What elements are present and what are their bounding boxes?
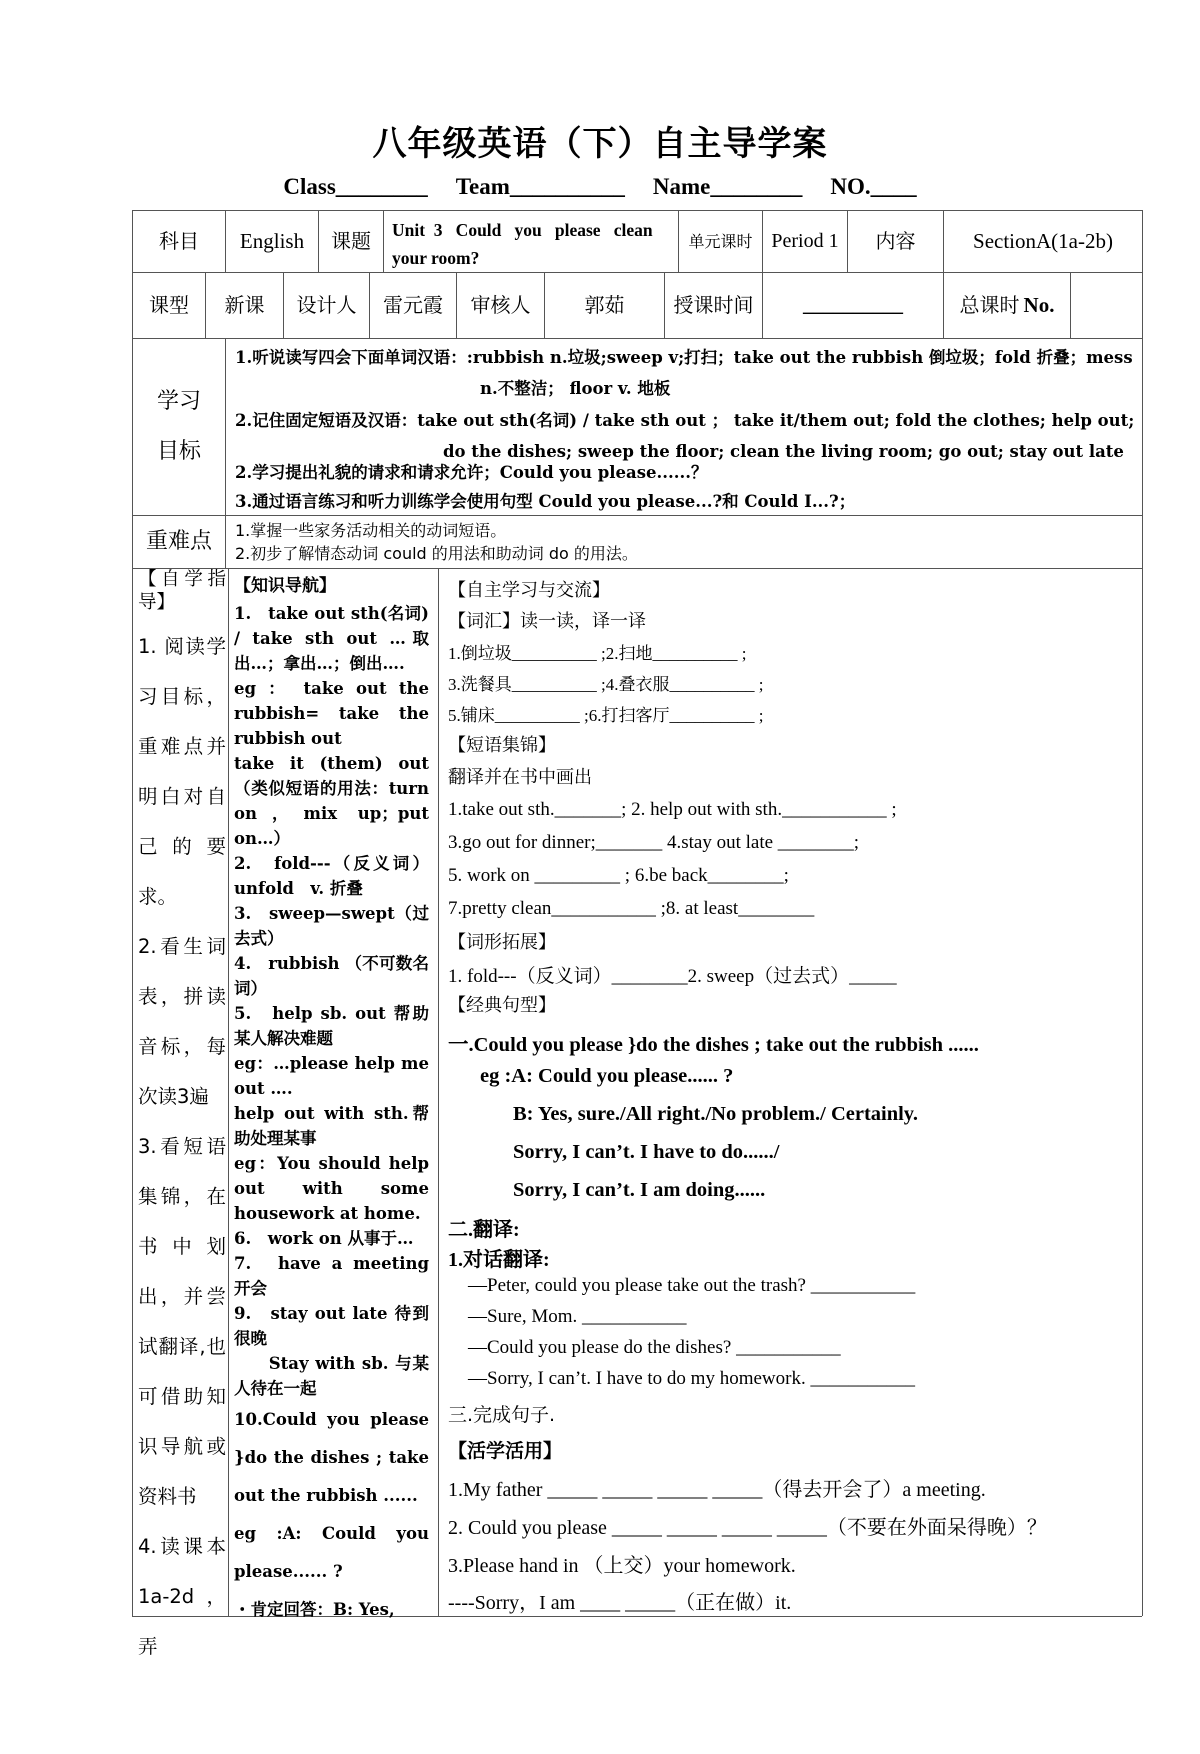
nav-item: eg ： take out the rubbish= take the rubbish out [234, 679, 429, 748]
nav-item: 5. help sb. out 帮助某人解决难题 [234, 1004, 429, 1048]
type-value: 新课 [224, 293, 265, 317]
designer-value: 雷元霞 [383, 293, 443, 317]
dialog-heading: 1.对话翻译: [448, 1249, 550, 1271]
nav-item: eg：…please help me out …. [234, 1054, 429, 1098]
total-hours-label: 总课时 [959, 293, 1020, 317]
nav-item: take it (them) out（类似短语的用法：turn on，mix up；put on…） [234, 754, 429, 848]
nav-item: eg :A: Could you please...... ? [234, 1524, 429, 1581]
phrases-subheading: 翻译并在书中画出 [448, 767, 592, 788]
vocab-heading: 【词汇】读一读，译一译 [448, 611, 646, 632]
nav-item: 9. stay out late 待到很晚 [234, 1304, 429, 1348]
topic-label: 课题 [331, 229, 371, 253]
info-line [0, 174, 1200, 200]
guide-heading: 【自学指导】 [138, 569, 226, 613]
guide-step-1: 1. 阅读学习目标，重难点并明白对自己的要求。 [138, 635, 226, 908]
number-field: NO.____ [830, 174, 917, 199]
guide-step-4: 4.读课本1a-2d，弄 [138, 1535, 226, 1658]
translate-heading: 二.翻译: [448, 1219, 520, 1241]
guide-step-3: 3.看短语集锦，在书中划出，并尝试翻译,也可借助知识导航或资料书 [138, 1135, 226, 1508]
objective-line-4: do the dishes; sweep the floor; clean the living room; go out; stay out late [443, 442, 1124, 461]
objective-line-2: n.不整洁； floor v. 地板 [480, 379, 671, 398]
class-field: Class________ [283, 174, 428, 199]
topic-line-2: your room? [392, 248, 480, 268]
objectives-label-1: 学习 [156, 389, 201, 414]
content-value: SectionA(1a-2b) [973, 229, 1113, 254]
vocab-line-1: 1.倒垃圾__________ ;2.扫地__________ ; [448, 644, 747, 663]
phrase-line-1: 1.take out sth._______; 2. help out with sth.___________ ; [448, 799, 897, 820]
vocab-line-3: 5.铺床__________ ;6.打扫客厅__________ ; [448, 706, 764, 725]
reviewer-value: 郭茹 [584, 293, 625, 317]
page-title: 八年级英语（下）自主导学案 [372, 124, 828, 164]
lesson-time-label: 授课时间 [673, 293, 754, 317]
key-point-2: 2.初步了解情态动词 could 的用法和助动词 do 的用法。 [235, 544, 638, 563]
unit-hours-label: 单元课时 [688, 231, 753, 251]
topic-value [392, 216, 674, 272]
apply-line-1: 1.My father _____ _____ _____ _____（得去开会了）a meeting. [448, 1479, 986, 1501]
phrase-line-4: 7.pretty clean___________ ;8. at least________ [448, 898, 815, 919]
phrases-heading: 【短语集锦】 [448, 735, 556, 756]
complete-heading: 三.完成句子. [448, 1404, 556, 1426]
apply-line-4: ----Sorry，I am ____ _____（正在做）it. [448, 1592, 792, 1614]
period-value: Period 1 [771, 230, 839, 252]
apply-line-3: 3.Please hand in （上交）your homework. [448, 1555, 796, 1577]
key-point-1: 1.掌握一些家务活动相关的动词短语。 [235, 521, 507, 540]
objectives-label-2: 目标 [156, 439, 201, 464]
total-hours [944, 273, 1070, 338]
reviewer-label: 审核人 [470, 293, 531, 317]
name-field: Name________ [652, 174, 803, 199]
phrase-line-2: 3.go out for dinner;_______ 4.stay out late ________; [448, 832, 860, 853]
classic-heading: 【经典句型】 [448, 995, 556, 1016]
classic-line-1: 一.Could you please }do the dishes ; take out the rubbish ...... [448, 1034, 979, 1056]
dialog-line-4: —Sorry, I can’t. I have to do my homework. ___________ [468, 1368, 915, 1389]
objective-line-1: 1.听说读写四会下面单词汉语：:rubbish n.垃圾;sweep v;打扫；take out the rubbish 倒垃圾；fold 折叠；mess [235, 348, 1133, 367]
guide-step-2: 2.看生词表，拼读音标，每次读3遍 [138, 935, 226, 1108]
nav-item: 6. work on 从事于… [234, 1229, 414, 1248]
apply-heading: 【活学活用】 [448, 1440, 563, 1462]
topic-line-1: Unit 3 Could you please clean [392, 220, 653, 240]
self-study-heading: 【自主学习与交流】 [448, 580, 610, 601]
nav-item: 4. rubbish （不可数名词） [234, 954, 429, 998]
content-label: 内容 [875, 229, 916, 253]
objective-line-6: 3.通过语言练习和听力训练学会使用句型 Could you please...?和 Could I...?； [235, 492, 856, 511]
team-field: Team__________ [455, 174, 625, 199]
objective-line-5: 2.学习提出礼貌的请求和请求允许；Could you please......？ [235, 463, 708, 482]
type-label: 课型 [149, 293, 189, 317]
dialog-line-2: —Sure, Mom. ___________ [468, 1306, 687, 1327]
subject-label: 科目 [159, 229, 199, 253]
nav-item: Stay with sb. 与某人待在一起 [234, 1354, 429, 1398]
word-forms-line: 1. fold---（反义词）________2. sweep（过去式）_____ [448, 966, 897, 987]
nav-item: help out with sth.帮助处理某事 [234, 1104, 429, 1148]
classic-line-3: B: Yes, sure./All right./No problem./ Certainly. [513, 1103, 919, 1125]
word-forms-heading: 【词形拓展】 [448, 932, 556, 953]
nav-item: 7. have a meeting 开会 [234, 1254, 429, 1298]
key-points-label: 重难点 [145, 529, 212, 555]
objective-line-3: 2.记住固定短语及汉语：take out sth(名词) / take sth out ； take it/them out; fold the clothes; help out; [235, 411, 1135, 430]
classic-line-4: Sorry, I can’t. I have to do....../ [513, 1141, 780, 1163]
knowledge-navigation [234, 574, 429, 1629]
classic-line-5: Sorry, I can’t. I am doing...... [513, 1179, 766, 1201]
nav-item: 3. sweep—swept（过去式） [234, 904, 429, 948]
nav-item: eg：You should help out with some housework at home. [234, 1154, 429, 1223]
nav-item: ・肯定回答：B: Yes, [234, 1600, 395, 1619]
nav-item: 2. fold---（反义词）unfold v. 折叠 [234, 854, 429, 898]
total-hours-no: No. [1023, 293, 1055, 318]
lesson-time-value: __________ [803, 294, 903, 316]
phrase-line-3: 5. work on _________ ; 6.be back________; [448, 865, 789, 886]
nav-item: 1. take out sth(名词) / take sth out …取出…；拿出…；倒出…. [234, 604, 429, 673]
nav-item: 10.Could you please }do the dishes ; take out the rubbish ...... [234, 1410, 429, 1505]
subject-value: English [239, 229, 305, 254]
vocab-line-2: 3.洗餐具__________ ;4.叠衣服__________ ; [448, 675, 764, 694]
designer-label: 设计人 [296, 293, 357, 317]
objectives-label [133, 339, 225, 515]
classic-line-2: eg :A: Could you please...... ? [480, 1065, 734, 1087]
self-study-guide [138, 568, 226, 1672]
apply-line-2: 2. Could you please _____ _____ _____ _____（不要在外面呆得晚）？ [448, 1517, 1047, 1539]
nav-heading: 【知识导航】 [234, 576, 336, 596]
dialog-line-1: —Peter, could you please take out the trash? ___________ [468, 1275, 916, 1296]
dialog-line-3: —Could you please do the dishes? ___________ [468, 1337, 841, 1358]
